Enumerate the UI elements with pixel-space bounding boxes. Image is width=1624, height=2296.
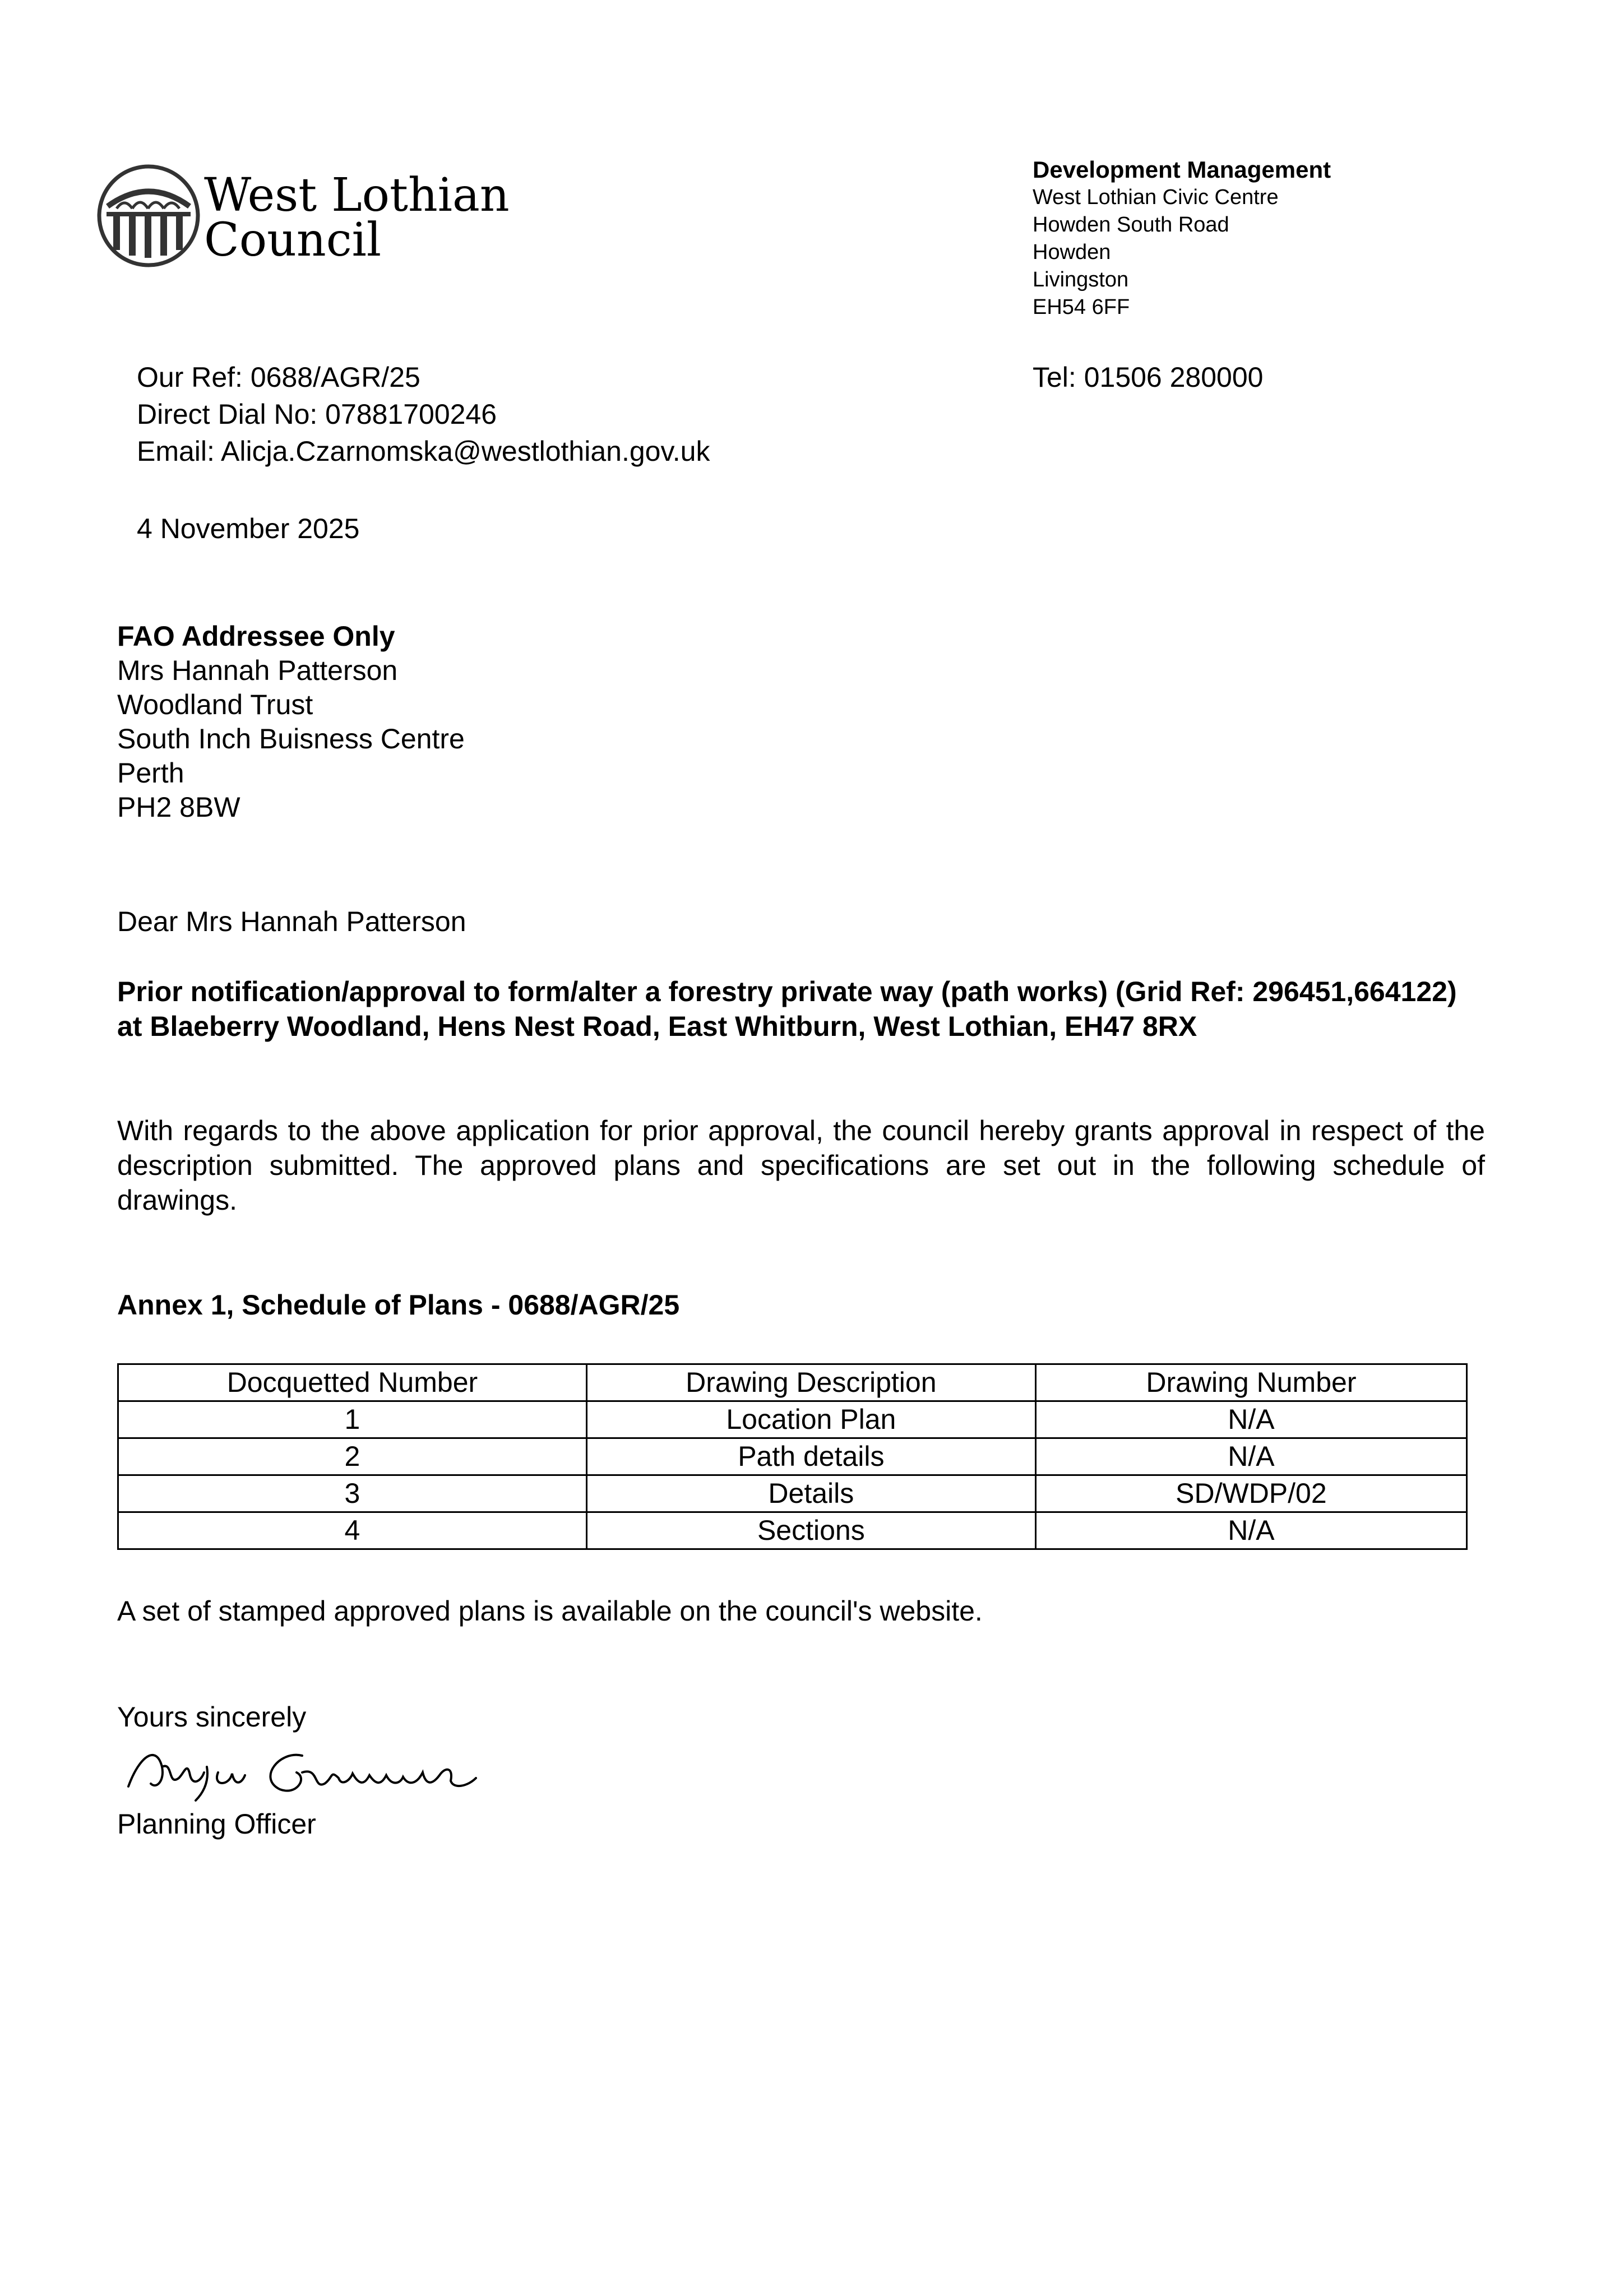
address-line: Livingston bbox=[1033, 268, 1129, 291]
table-cell: 4 bbox=[118, 1512, 587, 1549]
council-address bbox=[1033, 156, 1537, 321]
table-cell: N/A bbox=[1035, 1512, 1466, 1549]
addressee-block bbox=[117, 619, 958, 825]
closing: Yours sincerely bbox=[117, 1701, 307, 1733]
table-header-row bbox=[118, 1364, 1467, 1401]
column-header: Docquetted Number bbox=[118, 1364, 587, 1401]
signatory-role: Planning Officer bbox=[117, 1808, 316, 1840]
addressee-town: Perth bbox=[117, 757, 184, 789]
council-logo bbox=[96, 163, 510, 269]
addressee-postcode: PH2 8BW bbox=[117, 791, 240, 823]
column-header: Drawing Number bbox=[1035, 1364, 1466, 1401]
column-header: Drawing Description bbox=[586, 1364, 1035, 1401]
table-cell: Sections bbox=[586, 1512, 1035, 1549]
salutation: Dear Mrs Hannah Patterson bbox=[117, 906, 466, 937]
table-cell: SD/WDP/02 bbox=[1035, 1475, 1466, 1512]
annex-title: Annex 1, Schedule of Plans - 0688/AGR/25 bbox=[117, 1289, 680, 1321]
table-cell: Location Plan bbox=[586, 1401, 1035, 1438]
addressee-organisation: Woodland Trust bbox=[117, 689, 313, 720]
address-line: Howden bbox=[1033, 240, 1111, 264]
table-cell: N/A bbox=[1035, 1438, 1466, 1475]
our-reference: Our Ref: 0688/AGR/25 bbox=[137, 362, 420, 393]
table-row bbox=[118, 1438, 1467, 1475]
logo-text-line2: Council bbox=[204, 214, 382, 267]
addressee-street: South Inch Buisness Centre bbox=[117, 723, 465, 754]
table-cell: Path details bbox=[586, 1438, 1035, 1475]
department-name: Development Management bbox=[1033, 156, 1331, 183]
address-line: Howden South Road bbox=[1033, 213, 1229, 237]
handwritten-signature bbox=[117, 1733, 510, 1806]
stamped-plans-note: A set of stamped approved plans is available on the council's website. bbox=[117, 1595, 983, 1627]
body-paragraph: With regards to the above application for prior approval, the council hereby grants approval in respect of the description submitted. The approved plans and specifications are set out in the following schedule of drawings. bbox=[117, 1115, 1485, 1216]
letter-date: 4 November 2025 bbox=[137, 513, 360, 544]
table-cell: 1 bbox=[118, 1401, 587, 1438]
schedule-of-plans-table bbox=[117, 1363, 1468, 1550]
bridge-emblem-icon bbox=[96, 163, 510, 269]
address-postcode: EH54 6FF bbox=[1033, 295, 1130, 319]
telephone: Tel: 01506 280000 bbox=[1033, 362, 1264, 393]
table-cell: 2 bbox=[118, 1438, 587, 1475]
fao-line: FAO Addressee Only bbox=[117, 621, 395, 652]
table-row bbox=[118, 1512, 1467, 1549]
addressee-name: Mrs Hannah Patterson bbox=[117, 655, 398, 686]
table-row bbox=[118, 1475, 1467, 1512]
logo-text-line1: West Lothian bbox=[204, 169, 510, 222]
address-line: West Lothian Civic Centre bbox=[1033, 186, 1279, 209]
table-cell: Details bbox=[586, 1475, 1035, 1512]
direct-dial: Direct Dial No: 07881700246 bbox=[137, 399, 497, 430]
reference-block bbox=[137, 359, 978, 470]
subject-heading: Prior notification/approval to form/alter a forestry private way (path works) (Grid Ref: 296451,664122) at Blaeberry Woodland, Hens Nest Road, East Whitburn, West Lothian, EH47 8RX bbox=[117, 976, 1457, 1042]
email-address: Email: Alicja.Czarnomska@westlothian.gov.uk bbox=[137, 436, 710, 467]
table-cell: 3 bbox=[118, 1475, 587, 1512]
table-cell: N/A bbox=[1035, 1401, 1466, 1438]
table-row bbox=[118, 1401, 1467, 1438]
